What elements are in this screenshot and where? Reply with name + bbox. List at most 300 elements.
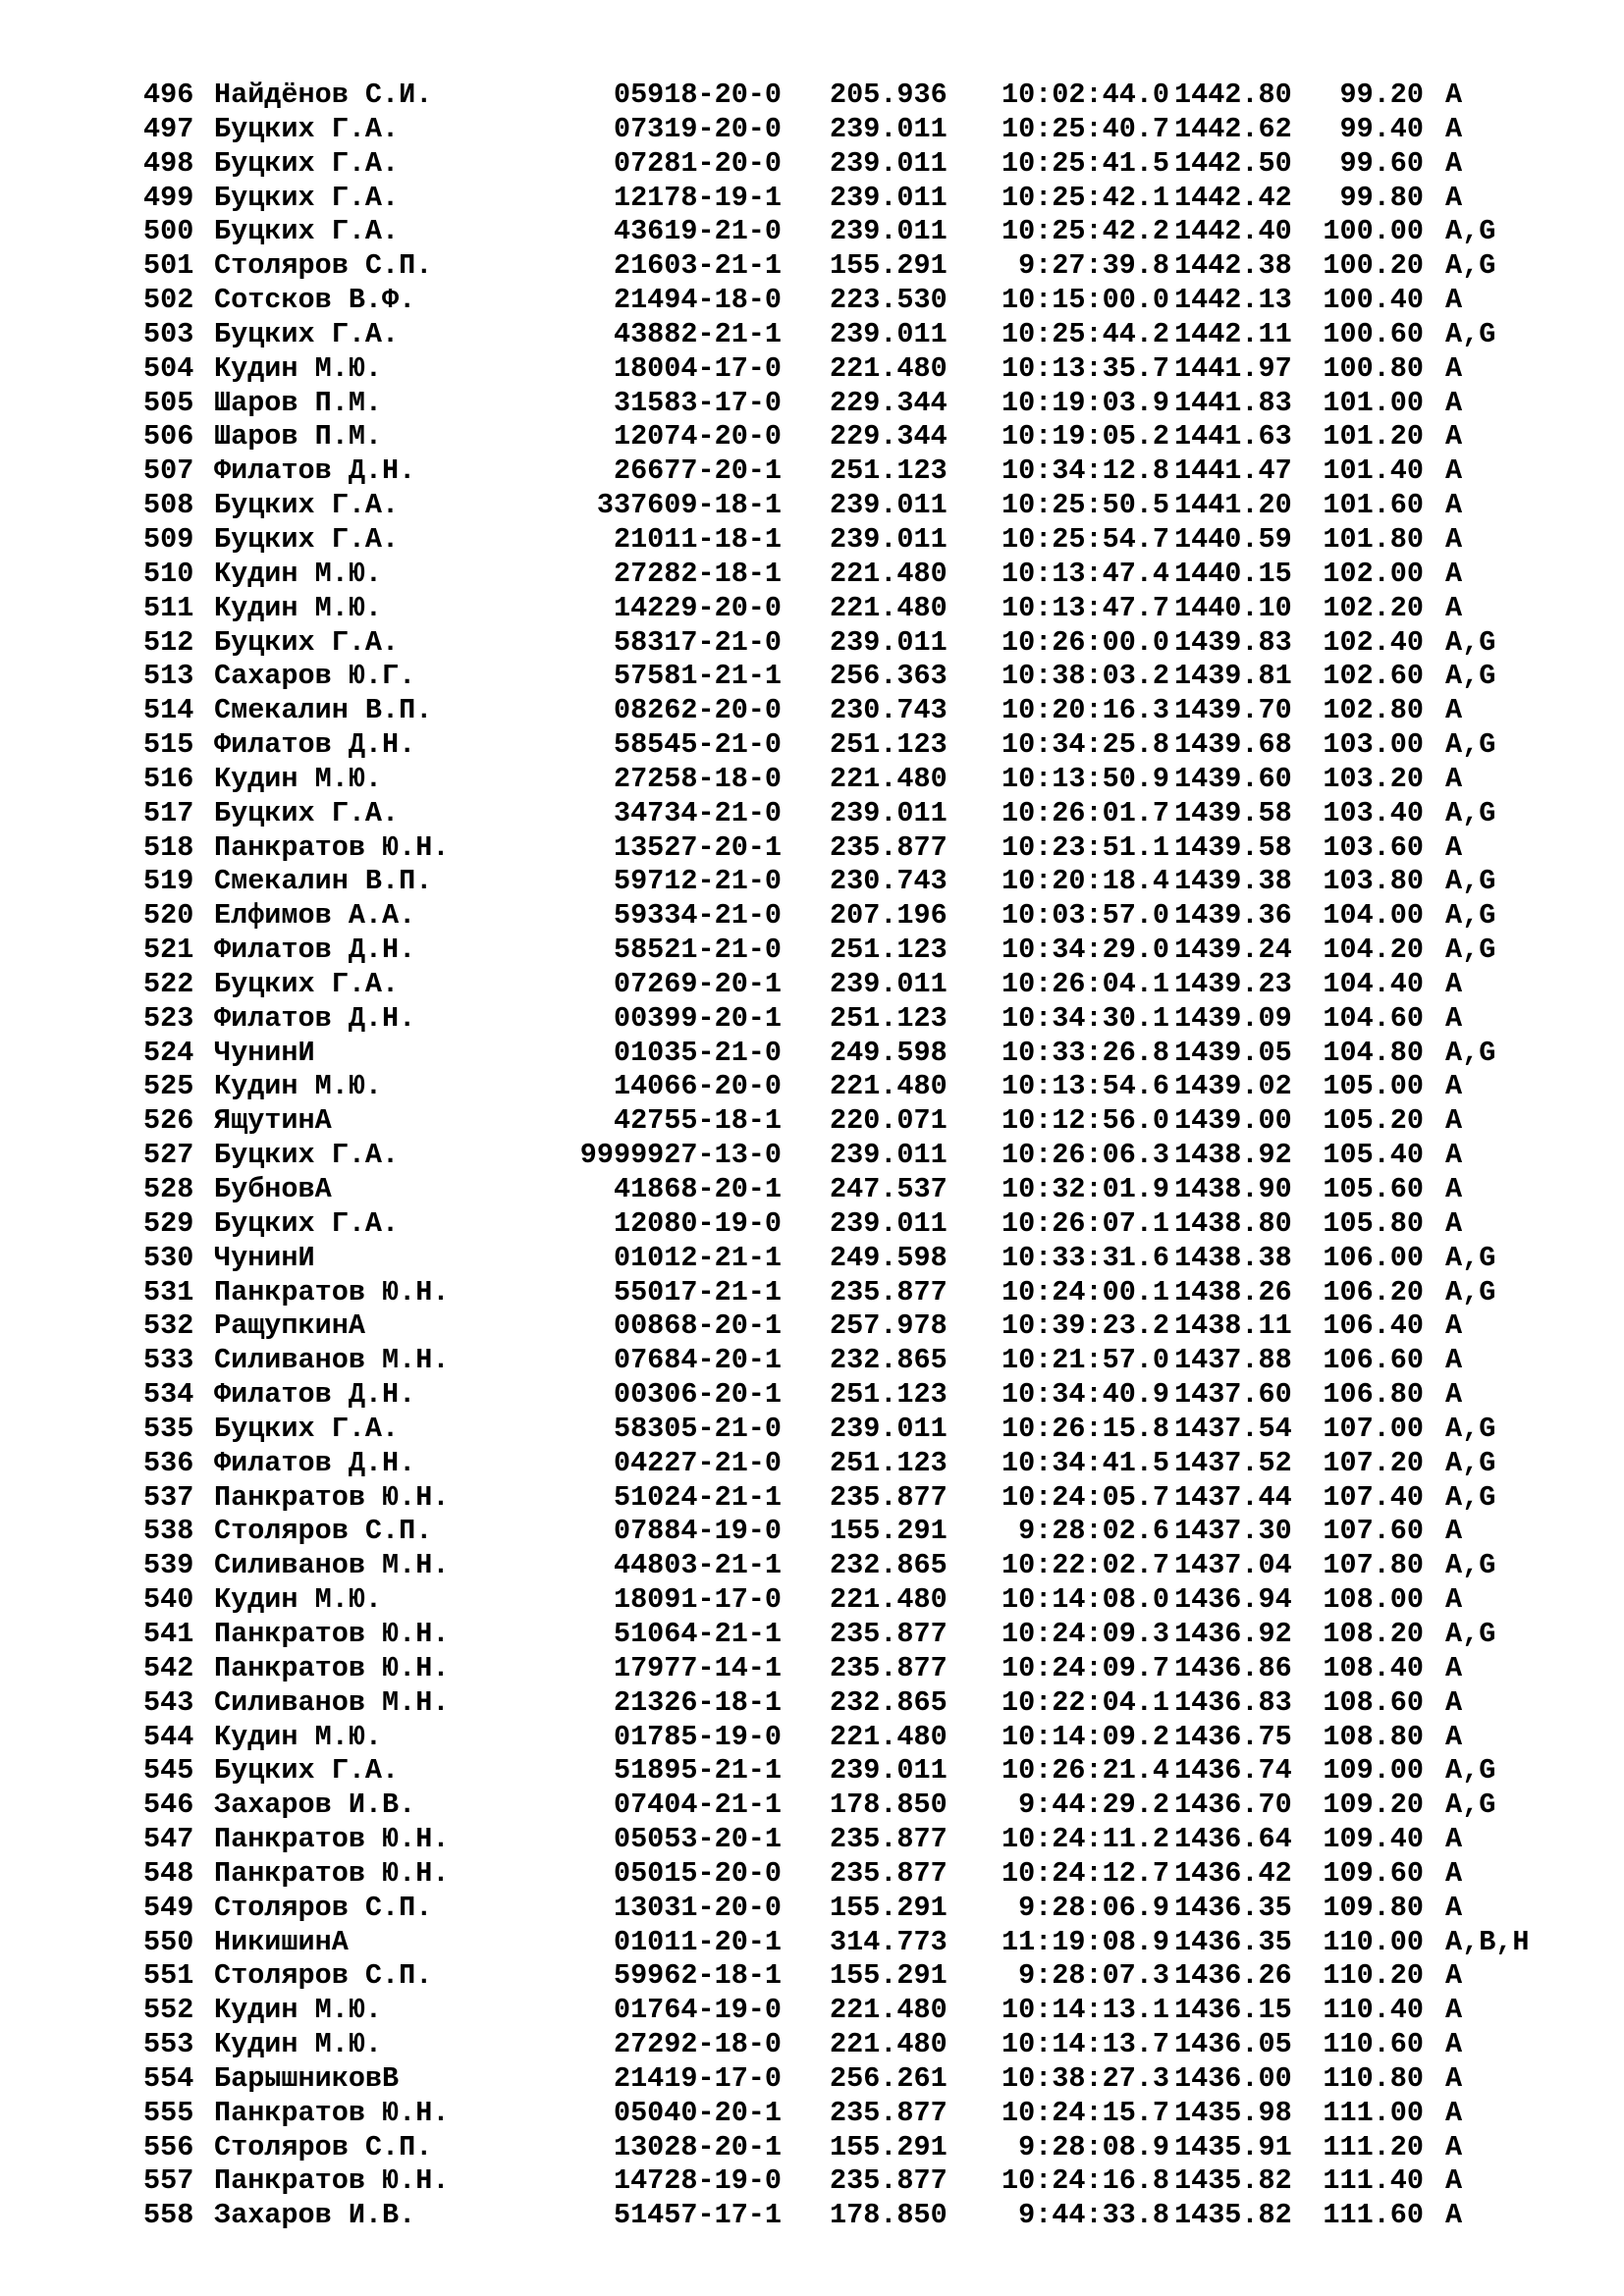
- row-number: 555: [143, 2096, 194, 2129]
- measure-value: 1442.11: [1174, 317, 1292, 350]
- table-row: [0, 182, 1624, 216]
- observer-name: Столяров С.П.: [214, 1515, 433, 1548]
- flags: A: [1445, 967, 1463, 1000]
- fa-value: 207.196: [830, 899, 947, 933]
- percent-value: 110.60: [1323, 2028, 1424, 2061]
- measure-value: 1438.38: [1174, 1241, 1292, 1274]
- table-row: [0, 1754, 1624, 1789]
- time-value: 10:26:00.0: [1001, 625, 1169, 659]
- fa-value: 232.865: [830, 1344, 947, 1377]
- time-value: 9:28:08.9: [1018, 2130, 1169, 2163]
- observer-name: Панкратов Ю.Н.: [214, 2096, 450, 2129]
- row-number: 522: [143, 967, 194, 1000]
- entry-code: 51024-21-1: [613, 1480, 782, 1514]
- flags: A,G: [1445, 1617, 1496, 1650]
- row-number: 524: [143, 1036, 194, 1069]
- percent-value: 104.60: [1323, 1001, 1424, 1035]
- percent-value: 109.60: [1323, 1856, 1424, 1890]
- measure-value: 1436.35: [1174, 1925, 1292, 1958]
- flags: A: [1445, 1823, 1463, 1856]
- percent-value: 110.40: [1323, 1994, 1424, 2027]
- row-number: 533: [143, 1344, 194, 1377]
- entry-code: 59334-21-0: [613, 899, 782, 933]
- time-value: 10:24:09.3: [1001, 1617, 1169, 1650]
- fa-value: 239.011: [830, 489, 947, 522]
- entry-code: 21011-18-1: [613, 522, 782, 556]
- row-number: 514: [143, 694, 194, 727]
- measure-value: 1439.70: [1174, 694, 1292, 727]
- fa-value: 221.480: [830, 2028, 947, 2061]
- measure-value: 1437.54: [1174, 1412, 1292, 1445]
- observer-name: Кудин М.Ю.: [214, 1583, 383, 1617]
- percent-value: 111.00: [1323, 2096, 1424, 2129]
- percent-value: 107.20: [1323, 1446, 1424, 1479]
- time-value: 10:14:13.1: [1001, 1994, 1169, 2027]
- measure-value: 1440.10: [1174, 591, 1292, 624]
- row-number: 528: [143, 1173, 194, 1205]
- time-value: 10:25:50.5: [1001, 489, 1169, 522]
- entry-code: 21419-17-0: [613, 2061, 782, 2095]
- flags: A: [1445, 181, 1463, 214]
- entry-code: 58305-21-0: [613, 1412, 782, 1445]
- row-number: 548: [143, 1856, 194, 1890]
- row-number: 506: [143, 420, 194, 454]
- table-row: [0, 660, 1624, 694]
- percent-value: 100.00: [1323, 215, 1424, 248]
- fa-value: 239.011: [830, 1206, 947, 1240]
- entry-code: 43619-21-0: [613, 215, 782, 248]
- measure-value: 1440.15: [1174, 557, 1292, 590]
- fa-value: 205.936: [830, 79, 947, 111]
- entry-code: 31583-17-0: [613, 386, 782, 419]
- measure-value: 1441.83: [1174, 386, 1292, 419]
- entry-code: 34734-21-0: [613, 796, 782, 829]
- fa-value: 221.480: [830, 591, 947, 624]
- measure-value: 1437.04: [1174, 1549, 1292, 1582]
- observer-name: Буцких Г.А.: [214, 112, 400, 145]
- entry-code: 07319-20-0: [613, 112, 782, 145]
- measure-value: 1435.82: [1174, 2199, 1292, 2232]
- flags: A,G: [1445, 249, 1496, 283]
- time-value: 10:34:25.8: [1001, 728, 1169, 762]
- row-number: 505: [143, 386, 194, 419]
- measure-value: 1436.64: [1174, 1823, 1292, 1856]
- time-value: 10:13:35.7: [1001, 351, 1169, 385]
- row-number: 499: [143, 181, 194, 214]
- entry-code: 21326-18-1: [613, 1685, 782, 1719]
- table-row: [0, 1413, 1624, 1447]
- table-row: [0, 592, 1624, 626]
- entry-code: 18091-17-0: [613, 1583, 782, 1617]
- percent-value: 104.40: [1323, 967, 1424, 1000]
- table-row: [0, 1207, 1624, 1242]
- time-value: 10:14:08.0: [1001, 1583, 1169, 1617]
- percent-value: 106.80: [1323, 1378, 1424, 1412]
- table-row: [0, 899, 1624, 934]
- entry-code: 42755-18-1: [613, 1104, 782, 1138]
- percent-value: 109.20: [1323, 1789, 1424, 1822]
- time-value: 10:32:01.9: [1001, 1173, 1169, 1205]
- table-row: [0, 1276, 1624, 1310]
- entry-code: 07281-20-0: [613, 146, 782, 180]
- observer-name: Захаров И.В.: [214, 1789, 416, 1822]
- fa-value: 249.598: [830, 1036, 947, 1069]
- row-number: 556: [143, 2130, 194, 2163]
- measure-value: 1439.58: [1174, 796, 1292, 829]
- flags: A: [1445, 112, 1463, 145]
- table-row: [0, 1892, 1624, 1926]
- flags: A: [1445, 1001, 1463, 1035]
- table-row: [0, 318, 1624, 352]
- observer-name: Буцких Г.А.: [214, 1754, 400, 1788]
- time-value: 10:19:05.2: [1001, 420, 1169, 454]
- observer-name: Кудин М.Ю.: [214, 762, 383, 795]
- observer-name: Шаров П.М.: [214, 420, 383, 454]
- observer-name: Панкратов Ю.Н.: [214, 1480, 450, 1514]
- fa-value: 251.123: [830, 1001, 947, 1035]
- measure-value: 1439.83: [1174, 625, 1292, 659]
- measure-value: 1441.63: [1174, 420, 1292, 454]
- observer-name: Филатов Д.Н.: [214, 454, 416, 488]
- table-row: [0, 2028, 1624, 2062]
- table-row: [0, 1926, 1624, 1960]
- row-number: 511: [143, 591, 194, 624]
- time-value: 10:34:29.0: [1001, 934, 1169, 967]
- measure-value: 1436.75: [1174, 1720, 1292, 1753]
- entry-code: 14229-20-0: [613, 591, 782, 624]
- percent-value: 104.80: [1323, 1036, 1424, 1069]
- time-value: 10:02:44.0: [1001, 79, 1169, 111]
- entry-code: 05053-20-1: [613, 1823, 782, 1856]
- observer-name: Найдёнов С.И.: [214, 79, 433, 111]
- measure-value: 1436.70: [1174, 1789, 1292, 1822]
- table-row: [0, 1686, 1624, 1721]
- table-row: [0, 797, 1624, 831]
- fa-value: 314.773: [830, 1925, 947, 1958]
- flags: A: [1445, 284, 1463, 317]
- table-row: [0, 558, 1624, 592]
- observer-name: Кудин М.Ю.: [214, 351, 383, 385]
- percent-value: 100.40: [1323, 284, 1424, 317]
- fa-value: 178.850: [830, 1789, 947, 1822]
- percent-value: 102.00: [1323, 557, 1424, 590]
- fa-value: 221.480: [830, 1994, 947, 2027]
- entry-code: 26677-20-1: [613, 454, 782, 488]
- fa-value: 235.877: [830, 1823, 947, 1856]
- observer-name: Захаров И.В.: [214, 2199, 416, 2232]
- flags: A: [1445, 79, 1463, 111]
- time-value: 10:33:26.8: [1001, 1036, 1169, 1069]
- percent-value: 101.60: [1323, 489, 1424, 522]
- measure-value: 1436.86: [1174, 1651, 1292, 1684]
- flags: A: [1445, 2130, 1463, 2163]
- flags: A: [1445, 2164, 1463, 2198]
- row-number: 498: [143, 146, 194, 180]
- percent-value: 102.60: [1323, 660, 1424, 693]
- time-value: 10:24:05.7: [1001, 1480, 1169, 1514]
- fa-value: 221.480: [830, 1583, 947, 1617]
- time-value: 10:20:18.4: [1001, 865, 1169, 898]
- flags: A: [1445, 2028, 1463, 2061]
- measure-value: 1442.40: [1174, 215, 1292, 248]
- row-number: 544: [143, 1720, 194, 1753]
- table-row: [0, 1481, 1624, 1516]
- time-value: 10:13:47.4: [1001, 557, 1169, 590]
- row-number: 502: [143, 284, 194, 317]
- percent-value: 111.20: [1323, 2130, 1424, 2163]
- fa-value: 239.011: [830, 1754, 947, 1788]
- time-value: 10:24:15.7: [1001, 2096, 1169, 2129]
- percent-value: 105.00: [1323, 1070, 1424, 1103]
- flags: A,G: [1445, 660, 1496, 693]
- observer-name: Панкратов Ю.Н.: [214, 830, 450, 864]
- row-number: 500: [143, 215, 194, 248]
- row-number: 531: [143, 1275, 194, 1308]
- flags: A,G: [1445, 1446, 1496, 1479]
- time-value: 10:21:57.0: [1001, 1344, 1169, 1377]
- table-row: [0, 1789, 1624, 1823]
- table-row: [0, 1959, 1624, 1994]
- measure-value: 1442.50: [1174, 146, 1292, 180]
- fa-value: 251.123: [830, 728, 947, 762]
- observer-name: Буцких Г.А.: [214, 1206, 400, 1240]
- observer-name: Кудин М.Ю.: [214, 591, 383, 624]
- observer-name: НикишинА: [214, 1925, 349, 1958]
- time-value: 10:25:44.2: [1001, 317, 1169, 350]
- table-row: [0, 420, 1624, 454]
- observer-name: Буцких Г.А.: [214, 1139, 400, 1172]
- percent-value: 109.00: [1323, 1754, 1424, 1788]
- observer-name: Кудин М.Ю.: [214, 1720, 383, 1753]
- fa-value: 235.877: [830, 1651, 947, 1684]
- row-number: 552: [143, 1994, 194, 2027]
- row-number: 507: [143, 454, 194, 488]
- percent-value: 106.60: [1323, 1344, 1424, 1377]
- time-value: 10:34:12.8: [1001, 454, 1169, 488]
- percent-value: 99.80: [1339, 181, 1424, 214]
- table-row: [0, 1583, 1624, 1618]
- measure-value: 1438.80: [1174, 1206, 1292, 1240]
- table-row: [0, 1037, 1624, 1071]
- percent-value: 108.20: [1323, 1617, 1424, 1650]
- entry-code: 07884-19-0: [613, 1515, 782, 1548]
- percent-value: 102.40: [1323, 625, 1424, 659]
- row-number: 521: [143, 934, 194, 967]
- time-value: 11:19:08.9: [1001, 1925, 1169, 1958]
- flags: A,G: [1445, 317, 1496, 350]
- measure-value: 1442.13: [1174, 284, 1292, 317]
- percent-value: 100.80: [1323, 351, 1424, 385]
- measure-value: 1436.05: [1174, 2028, 1292, 2061]
- time-value: 10:26:15.8: [1001, 1412, 1169, 1445]
- entry-code: 12074-20-0: [613, 420, 782, 454]
- table-row: [0, 387, 1624, 421]
- table-row: [0, 2199, 1624, 2233]
- observer-name: Кудин М.Ю.: [214, 2028, 383, 2061]
- observer-name: Буцких Г.А.: [214, 215, 400, 248]
- table-row: [0, 865, 1624, 899]
- percent-value: 103.80: [1323, 865, 1424, 898]
- time-value: 9:28:07.3: [1018, 1959, 1169, 1993]
- observer-name: Сахаров Ю.Г.: [214, 660, 416, 693]
- flags: A: [1445, 489, 1463, 522]
- observer-name: Буцких Г.А.: [214, 489, 400, 522]
- percent-value: 106.20: [1323, 1275, 1424, 1308]
- time-value: 10:13:47.7: [1001, 591, 1169, 624]
- fa-value: 220.071: [830, 1104, 947, 1138]
- table-row: [0, 2097, 1624, 2131]
- observer-name: Филатов Д.Н.: [214, 1446, 416, 1479]
- entry-code: 18004-17-0: [613, 351, 782, 385]
- measure-value: 1439.00: [1174, 1104, 1292, 1138]
- fa-value: 230.743: [830, 694, 947, 727]
- measure-value: 1438.92: [1174, 1139, 1292, 1172]
- observer-name: Кудин М.Ю.: [214, 1070, 383, 1103]
- row-number: 540: [143, 1583, 194, 1617]
- measure-value: 1439.68: [1174, 728, 1292, 762]
- flags: A,G: [1445, 899, 1496, 933]
- table-row: [0, 694, 1624, 728]
- percent-value: 99.20: [1339, 79, 1424, 111]
- entry-code: 44803-21-1: [613, 1549, 782, 1582]
- observer-name: Кудин М.Ю.: [214, 1994, 383, 2027]
- flags: A: [1445, 1959, 1463, 1993]
- fa-value: 239.011: [830, 215, 947, 248]
- time-value: 10:34:30.1: [1001, 1001, 1169, 1035]
- flags: A: [1445, 1378, 1463, 1412]
- flags: A,B,H: [1445, 1925, 1530, 1958]
- percent-value: 111.40: [1323, 2164, 1424, 2198]
- fa-value: 239.011: [830, 1412, 947, 1445]
- percent-value: 102.80: [1323, 694, 1424, 727]
- entry-code: 58521-21-0: [613, 934, 782, 967]
- table-row: [0, 2131, 1624, 2165]
- flags: A: [1445, 1173, 1463, 1205]
- row-number: 518: [143, 830, 194, 864]
- time-value: 10:23:51.1: [1001, 830, 1169, 864]
- percent-value: 109.40: [1323, 1823, 1424, 1856]
- entry-code: 00306-20-1: [613, 1378, 782, 1412]
- percent-value: 103.00: [1323, 728, 1424, 762]
- fa-value: 235.877: [830, 1275, 947, 1308]
- flags: A,G: [1445, 1549, 1496, 1582]
- flags: A,G: [1445, 1241, 1496, 1274]
- observer-name: Буцких Г.А.: [214, 146, 400, 180]
- time-value: 10:22:04.1: [1001, 1685, 1169, 1719]
- fa-value: 239.011: [830, 967, 947, 1000]
- entry-code: 04227-21-0: [613, 1446, 782, 1479]
- observer-name: Столяров С.П.: [214, 249, 433, 283]
- fa-value: 235.877: [830, 1480, 947, 1514]
- observer-name: Буцких Г.А.: [214, 796, 400, 829]
- row-number: 504: [143, 351, 194, 385]
- flags: A: [1445, 1720, 1463, 1753]
- row-number: 525: [143, 1070, 194, 1103]
- table-row: [0, 934, 1624, 968]
- percent-value: 107.00: [1323, 1412, 1424, 1445]
- fa-value: 239.011: [830, 796, 947, 829]
- time-value: 10:13:50.9: [1001, 762, 1169, 795]
- time-value: 10:34:40.9: [1001, 1378, 1169, 1412]
- table-row: [0, 523, 1624, 558]
- measure-value: 1436.92: [1174, 1617, 1292, 1650]
- row-number: 546: [143, 1789, 194, 1822]
- results-table: [0, 79, 1624, 2233]
- row-number: 550: [143, 1925, 194, 1958]
- observer-name: Силиванов М.Н.: [214, 1685, 450, 1719]
- percent-value: 108.40: [1323, 1651, 1424, 1684]
- table-row: [0, 1173, 1624, 1207]
- flags: A: [1445, 386, 1463, 419]
- fa-value: 230.743: [830, 865, 947, 898]
- measure-value: 1436.83: [1174, 1685, 1292, 1719]
- flags: A: [1445, 1994, 1463, 2027]
- time-value: 9:28:06.9: [1018, 1891, 1169, 1924]
- time-value: 10:26:06.3: [1001, 1139, 1169, 1172]
- fa-value: 223.530: [830, 284, 947, 317]
- entry-code: 14066-20-0: [613, 1070, 782, 1103]
- table-row: [0, 2062, 1624, 2097]
- row-number: 535: [143, 1412, 194, 1445]
- flags: A: [1445, 1344, 1463, 1377]
- entry-code: 01012-21-1: [613, 1241, 782, 1274]
- observer-name: Буцких Г.А.: [214, 625, 400, 659]
- measure-value: 1439.05: [1174, 1036, 1292, 1069]
- percent-value: 104.20: [1323, 934, 1424, 967]
- percent-value: 110.80: [1323, 2061, 1424, 2095]
- percent-value: 101.20: [1323, 420, 1424, 454]
- observer-name: Панкратов Ю.Н.: [214, 1856, 450, 1890]
- measure-value: 1439.36: [1174, 899, 1292, 933]
- fa-value: 239.011: [830, 146, 947, 180]
- observer-name: Кудин М.Ю.: [214, 557, 383, 590]
- table-row: [0, 831, 1624, 866]
- row-number: 539: [143, 1549, 194, 1582]
- flags: A: [1445, 1309, 1463, 1343]
- fa-value: 251.123: [830, 1378, 947, 1412]
- percent-value: 101.00: [1323, 386, 1424, 419]
- flags: A,G: [1445, 1789, 1496, 1822]
- time-value: 10:24:00.1: [1001, 1275, 1169, 1308]
- entry-code: 01764-19-0: [613, 1994, 782, 2027]
- time-value: 10:03:57.0: [1001, 899, 1169, 933]
- fa-value: 221.480: [830, 1070, 947, 1103]
- table-row: [0, 1344, 1624, 1378]
- entry-code: 05040-20-1: [613, 2096, 782, 2129]
- measure-value: 1440.59: [1174, 522, 1292, 556]
- percent-value: 105.60: [1323, 1173, 1424, 1205]
- entry-code: 00399-20-1: [613, 1001, 782, 1035]
- entry-code: 12080-19-0: [613, 1206, 782, 1240]
- observer-name: Буцких Г.А.: [214, 967, 400, 1000]
- entry-code: 51457-17-1: [613, 2199, 782, 2232]
- observer-name: Буцких Г.А.: [214, 181, 400, 214]
- entry-code: 21603-21-1: [613, 249, 782, 283]
- row-number: 508: [143, 489, 194, 522]
- row-number: 520: [143, 899, 194, 933]
- row-number: 557: [143, 2164, 194, 2198]
- entry-code: 01011-20-1: [613, 1925, 782, 1958]
- fa-value: 251.123: [830, 454, 947, 488]
- percent-value: 108.60: [1323, 1685, 1424, 1719]
- time-value: 10:24:12.7: [1001, 1856, 1169, 1890]
- time-value: 10:25:40.7: [1001, 112, 1169, 145]
- flags: A: [1445, 591, 1463, 624]
- observer-name: Силиванов М.Н.: [214, 1549, 450, 1582]
- row-number: 513: [143, 660, 194, 693]
- table-row: [0, 454, 1624, 489]
- time-value: 10:33:31.6: [1001, 1241, 1169, 1274]
